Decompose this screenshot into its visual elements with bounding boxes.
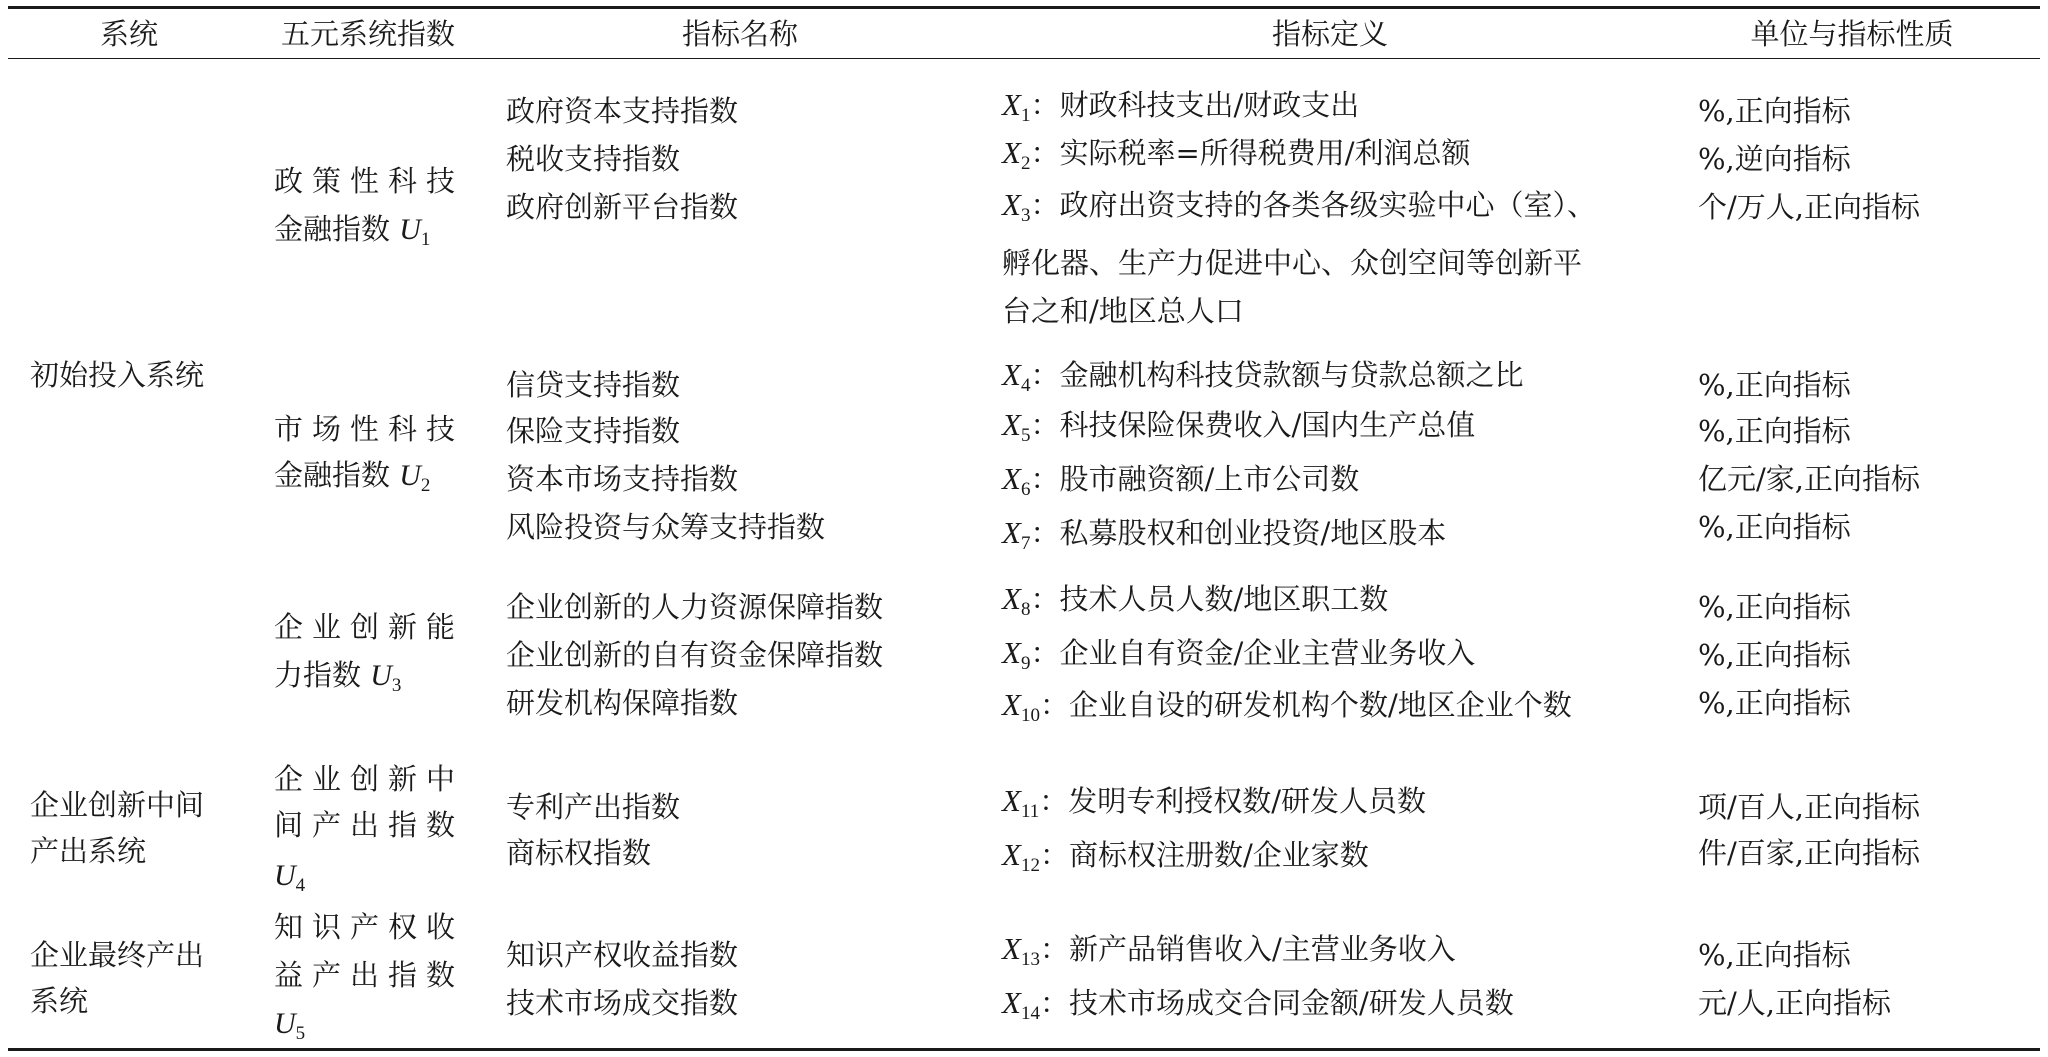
system-final-line2: 系统	[30, 984, 89, 1018]
indicator-name: 风险投资与众筹支持指数	[506, 510, 826, 544]
subsystem-u3-line2: 力指数 $U_3$	[274, 658, 402, 696]
indicator-definition: $X_5$：科技保险保费收入/国内生产总值	[1002, 407, 1476, 446]
system-middle-line1: 企业创新中间	[30, 788, 205, 822]
indicator-unit: 项/百人,正向指标	[1698, 790, 1920, 824]
system-initial: 初始投入系统	[30, 358, 205, 392]
indicator-definition: $X_3$：政府出资支持的各类各级实验中心（室）、	[1002, 187, 1596, 226]
indicator-definition: $X_1$：财政科技支出/财政支出	[1002, 87, 1360, 126]
indicator-unit: %,正向指标	[1698, 938, 1851, 972]
subsystem-u4-line2: 间产出指数	[274, 808, 465, 842]
indicator-name: 商标权指数	[506, 836, 652, 870]
indicator-definition: $X_{12}$：商标权注册数/企业家数	[1002, 837, 1369, 876]
indicator-unit: %,正向指标	[1698, 686, 1851, 720]
indicator-unit: %,正向指标	[1698, 638, 1851, 672]
subsystem-u5-var: $U_5$	[274, 1007, 306, 1044]
indicator-name: 保险支持指数	[506, 414, 681, 448]
subsystem-u5-line2: 益产出指数	[274, 958, 465, 992]
indicator-unit: %,正向指标	[1698, 94, 1851, 128]
indicator-unit: %,正向指标	[1698, 368, 1851, 402]
header-indicator-name: 指标名称	[681, 17, 798, 51]
indicator-name: 专利产出指数	[506, 790, 681, 824]
indicator-name: 信贷支持指数	[506, 368, 681, 402]
system-middle-line2: 产出系统	[30, 834, 147, 868]
indicator-definition-line3: 台之和/地区总人口	[1002, 294, 1244, 328]
indicator-definition: $X_9$：企业自有资金/企业主营业务收入	[1002, 635, 1476, 674]
header-unit-nature: 单位与指标性质	[1750, 17, 1954, 51]
header-subsystem: 五元系统指数	[280, 17, 455, 51]
indicator-definition: $X_{10}$：企业自设的研发机构个数/地区企业个数	[1002, 687, 1572, 726]
indicator-unit: %,正向指标	[1698, 414, 1851, 448]
header-system: 系统	[100, 17, 159, 51]
indicator-unit: %,逆向指标	[1698, 142, 1851, 176]
subsystem-u5-line1: 知识产权收	[274, 910, 465, 944]
indicator-definition-line2: 孵化器、生产力促进中心、众创空间等创新平	[1002, 246, 1583, 280]
indicator-unit: 亿元/家,正向指标	[1698, 462, 1920, 496]
subsystem-u3-line1: 企业创新能	[274, 610, 465, 644]
indicator-name: 税收支持指数	[506, 142, 681, 176]
indicator-unit: %,正向指标	[1698, 590, 1851, 624]
subsystem-u4-var: $U_4$	[274, 859, 306, 896]
subsystem-u1-line2: 金融指数 $U_1$	[274, 212, 431, 250]
indicator-unit: 元/人,正向指标	[1698, 986, 1891, 1020]
indicator-name: 知识产权收益指数	[506, 938, 739, 972]
subsystem-u4-line1: 企业创新中	[274, 762, 465, 796]
indicator-name: 政府资本支持指数	[506, 94, 739, 128]
indicator-unit: %,正向指标	[1698, 510, 1851, 544]
indicator-name: 资本市场支持指数	[506, 462, 739, 496]
indicator-name: 企业创新的自有资金保障指数	[506, 638, 884, 672]
subsystem-u2-line2: 金融指数 $U_2$	[274, 458, 431, 496]
indicator-definition: $X_8$：技术人员人数/地区职工数	[1002, 581, 1389, 620]
indicator-definition: $X_{14}$：技术市场成交合同金额/研发人员数	[1002, 985, 1514, 1024]
system-final-line1: 企业最终产出	[30, 938, 205, 972]
indicator-name: 技术市场成交指数	[506, 986, 739, 1020]
indicator-definition: $X_6$：股市融资额/上市公司数	[1002, 461, 1360, 500]
indicator-definition: $X_{11}$：发明专利授权数/研发人员数	[1002, 783, 1427, 822]
indicator-definition: $X_{13}$：新产品销售收入/主营业务收入	[1002, 931, 1456, 970]
table-top-rule	[8, 6, 2040, 9]
indicator-unit: 个/万人,正向指标	[1698, 190, 1920, 224]
subsystem-u2-line1: 市场性科技	[274, 412, 465, 446]
table-bottom-rule	[8, 1048, 2040, 1051]
indicator-name: 企业创新的人力资源保障指数	[506, 590, 884, 624]
indicator-definition: $X_7$：私募股权和创业投资/地区股本	[1002, 515, 1447, 554]
indicator-name: 研发机构保障指数	[506, 686, 739, 720]
indicator-definition: $X_2$：实际税率=所得税费用/利润总额	[1002, 135, 1471, 174]
table-header-rule	[8, 58, 2040, 59]
subsystem-u1-line1: 政策性科技	[274, 164, 465, 198]
header-definition: 指标定义	[1271, 17, 1388, 51]
indicator-unit: 件/百家,正向指标	[1698, 836, 1920, 870]
indicator-name: 政府创新平台指数	[506, 190, 739, 224]
indicator-definition: $X_4$：金融机构科技贷款额与贷款总额之比	[1002, 357, 1524, 396]
